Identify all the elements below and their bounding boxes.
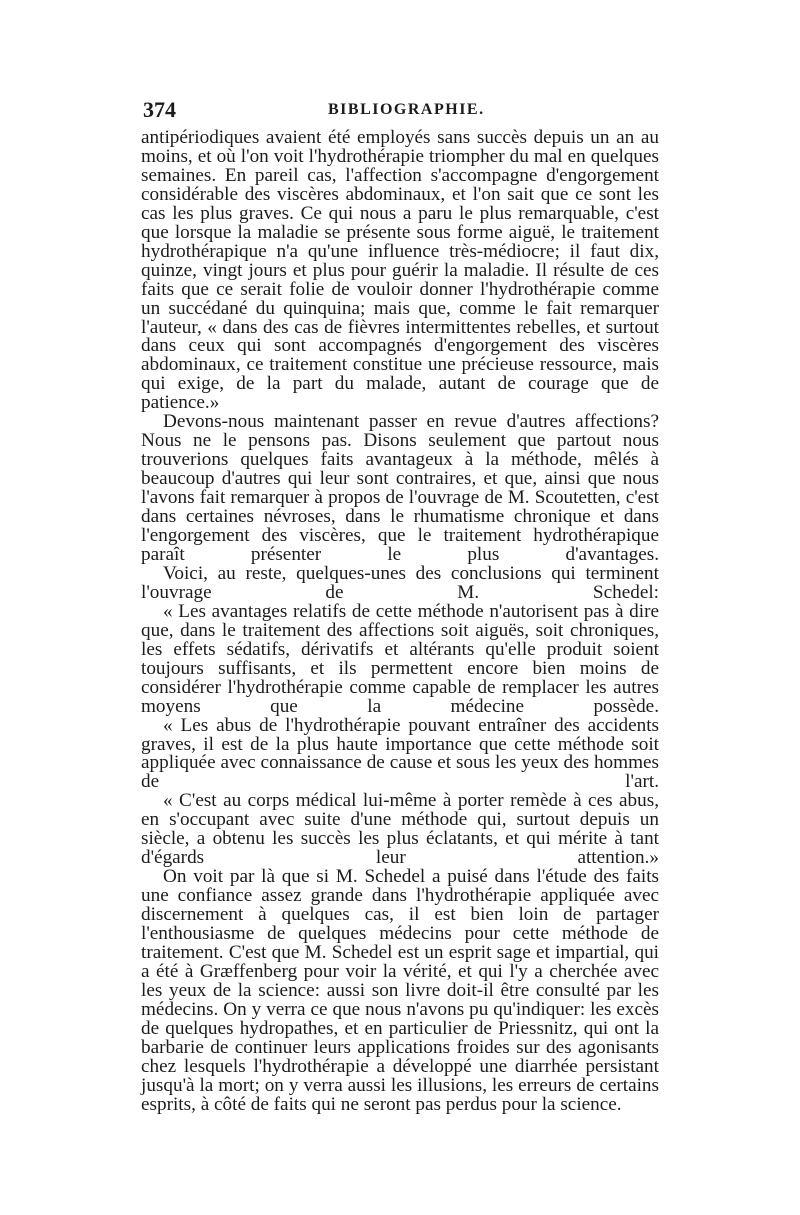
running-title: BIBLIOGRAPHIE. [328, 101, 485, 118]
quoted-conclusion: « C'est au corps médical lui-même à porter remède à ces abus, en s'occupant avec suite d'une méthode qui, surtout depuis un siècle, a obtenu les succès les plus éclatants, et qui mérite à tant d'égards leur attention.» [141, 790, 659, 869]
running-head [143, 97, 663, 125]
paragraph: Voici, au reste, quelques-unes des conclusions qui terminent l'ouvrage de M. Schedel: [141, 562, 659, 603]
paragraph-continuation: antipériodiques avaient été employés sans succès depuis un an au moins, et où l'on voit l'hydrothérapie triompher du mal en quelques semaines. En pareil cas, l'affection s'accompagne d'engorgement considérable des viscères abdominaux, et l'on sait que ce sont les cas les plus graves. Ce qui nous a paru le plus remarquable, c'est que lorsque la maladie se présente sous forme aiguë, le traitement hydrothérapique n'a qu'une influence très-médiocre; il faut dix, quinze, vingt jours et plus pour guérir la maladie. Il résulte de ces faits que ce serait folie de vouloir donner l'hydrothérapie comme un succédané du quinquina; mais que, comme le fait remarquer l'auteur, « dans des cas de fièvres intermittentes rebelles, et surtout dans ceux qui sont accompagnés d'engorgement des viscères abdominaux, ce traitement constitue une précieuse ressource, mais qui exige, de la part du malade, autant de courage que de patience.» [141, 127, 659, 414]
quoted-conclusion: « Les avantages relatifs de cette méthode n'autorisent pas à dire que, dans le traitement des affections soit aiguës, soit chroniques, les effets sédatifs, dérivatifs et altérants qu'elle produit soient toujours suffisants, et ils permettent encore bien moins de considérer l'hydrothérapie comme capable de remplacer les autres moyens que la médecine possède. [141, 600, 659, 717]
paragraph: On voit par là que si M. Schedel a puisé dans l'étude des faits une confiance assez grande dans l'hydrothérapie appliquée avec discernement à quelques cas, il est bien loin de partager l'enthousiasme de quelques médecins pour cette méthode de traitement. C'est que M. Schedel est un esprit sage et impartial, qui a été à Græffenberg pour voir la vérité, et qui l'y a cherchée avec les yeux de la science: aussi son livre doit-il être consulté par les médecins. On y verra ce que nous n'avons pu qu'indiquer: les excès de quelques hydropathes, et en particulier de Priessnitz, qui ont la barbarie de continuer leurs applications froides sur des agonisants chez lesquels l'hydrothérapie a développé une diarrhée persistant jusqu'à la mort; on y verra aussi les illusions, les erreurs de certains esprits, à côté de faits qui ne seront pas perdus pour la science. [141, 866, 659, 1115]
quoted-conclusion: « Les abus de l'hydrothérapie pouvant entraîner des accidents graves, il est de la plus haute importance que cette méthode soit appliquée avec connaissance de cause et sous les yeux des hommes de l'art. [141, 714, 659, 793]
body-text [141, 129, 659, 1115]
page-number: 374 [143, 97, 176, 122]
paragraph: Devons-nous maintenant passer en revue d'autres affections? Nous ne le pensons pas. Disons seulement que partout nous trouverions quelques faits avantageux à la méthode, mêlés à beaucoup d'autres qui leur sont contraires, et que, ainsi que nous l'avons fait remarquer à propos de l'ouvrage de M. Scoutetten, c'est dans certaines névroses, dans le rhumatisme chronique et dans l'engorgement des viscères, que le traitement hydrothérapique paraît présenter le plus d'avantages. [141, 411, 659, 565]
